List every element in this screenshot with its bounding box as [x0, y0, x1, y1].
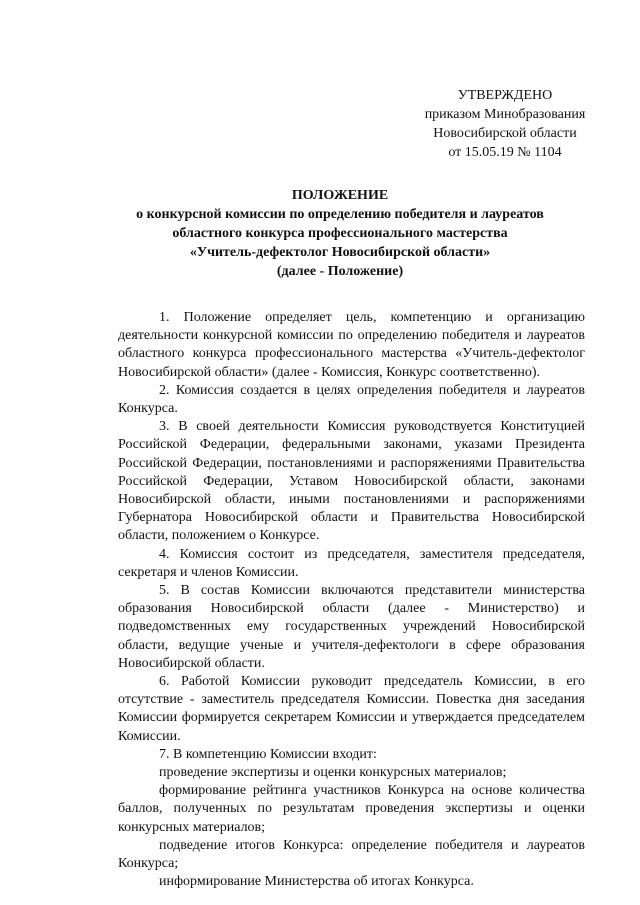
- paragraph-1: 1. Положение определяет цель, компетенцию и организацию деятельности конкурсной комиссии по определению победителя и лауреатов областного конкурса профессионального мастерства «Учитель-дефектолог Новосибирской области» (далее - Комиссия, Конкурс соответственно).: [118, 310, 585, 380]
- document-title: [90, 186, 590, 281]
- paragraph-7: 7. В компетенцию Комиссии входит:: [159, 746, 377, 762]
- paragraph-2: 2. Комиссия создается в целях определения победителя и лауреатов Конкурса.: [118, 382, 585, 417]
- title-heading: ПОЛОЖЕНИЕ: [291, 188, 389, 203]
- competence-item-1: проведение экспертизы и оценки конкурсных материалов;: [159, 765, 507, 781]
- paragraph-4: 4. Комиссия состоит из председателя, заместителя председателя, секретаря и членов Комиссии.: [118, 546, 585, 580]
- title-line-3: «Учитель-дефектолог Новосибирской области»: [189, 245, 491, 260]
- approval-line-date: от 15.05.19 № 1104: [448, 145, 562, 160]
- title-line-4: (далее - Положение): [276, 264, 404, 279]
- document-body: [118, 309, 585, 892]
- approval-line-region: Новосибирской области: [433, 126, 577, 141]
- competence-item-2: формирование рейтинга участников Конкурса на основе количества баллов, полученных по результатам проведения экспертизы и оценки конкурсных материалов;: [118, 783, 585, 835]
- paragraph-3: 3. В своей деятельности Комиссия руководствуется Конституцией Российской Федерации, федеральными законами, указами Президента Российской Федерации, постановлениями и распоряжениями Правительства Российской Федерации, Уставом Новосибирской области, законами Новосибирской области, иными постановлениями и распоряжениями Губернатора Новосибирской области и Правительства Новосибирской области, положением о Конкурсе.: [118, 419, 585, 544]
- approval-line-approved: УТВЕРЖДЕНО: [457, 88, 553, 103]
- paragraph-5: 5. В состав Комиссии включаются представители министерства образования Новосибирской области (далее - Министерство) и подведомственных ему государственных учреждений Новосибирской области, ведущие ученые и учителя-дефектологи в сфере образования Новосибирской области.: [118, 583, 585, 671]
- competence-item-4: информирование Министерства об итогах Конкурса.: [159, 874, 474, 890]
- competence-item-3: подведение итогов Конкурса: определение победителя и лауреатов Конкурса;: [118, 837, 585, 872]
- paragraph-6: 6. Работой Комиссии руководит председатель Комиссии, в его отсутствие - заместитель председателя Комиссии. Повестка дня заседания Комиссии формируется секретарем Комиссии и утверждается председателем Комиссии.: [118, 674, 585, 744]
- title-line-2: областного конкурса профессионального мастерства: [172, 226, 508, 241]
- approval-stamp: [405, 86, 605, 162]
- approval-line-order: приказом Минобразования: [424, 107, 586, 122]
- title-line-1: о конкурсной комиссии по определению победителя и лауреатов: [136, 207, 544, 222]
